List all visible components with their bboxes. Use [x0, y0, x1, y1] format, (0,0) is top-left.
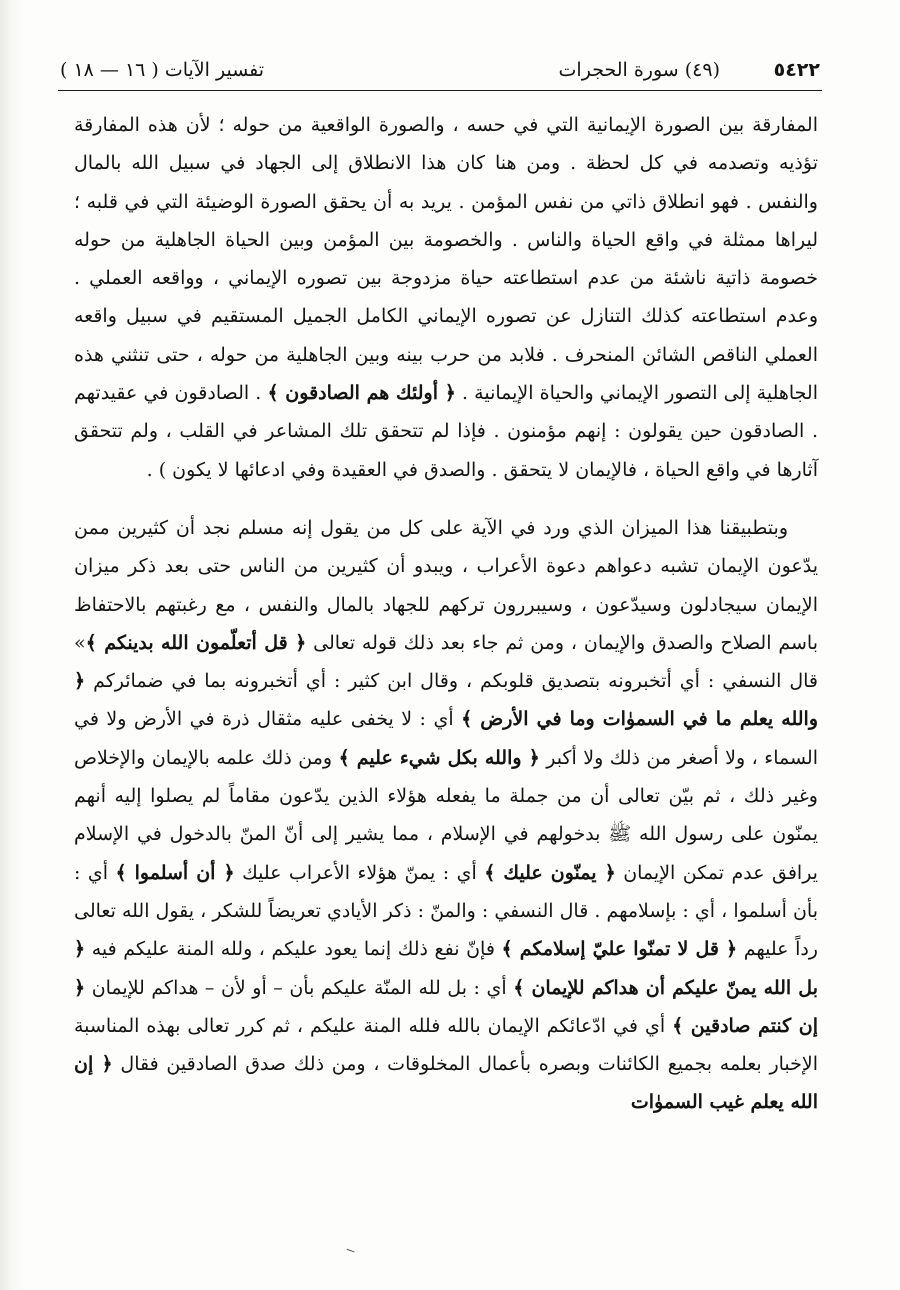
text-run: المفارقة بين الصورة الإيمانية التي في حسه ، والصورة الواقعية من حوله ؛ لأن هذه المفارقة تؤذيه وتصدمه في كل لحظة . ومن هنا كان هذا الانطلاق إلى الجهاد في سبيل الله بالمال والنفس . فهو انطلاق ذاتي من نفس المؤمن . يريد به أن يحقق الصورة الوضيئة التي في قلبه ؛ ليراها ممثلة في واقع الحياة والناس . والخصومة بين المؤمن وبين الحياة الجاهلية من حوله خصومة ذاتية ناشئة من عدم استطاعته حياة مزدوجة بين تصوره الإيماني ، وواقعه العملي . وعدم استطاعته كذلك التنازل عن تصوره الإيماني الكامل الجميل المستقيم في سبيل واقعه العملي الناقص الشائن المنحرف . فلابد من حرب بينه وبين الجاهلية من حوله ، حتى تنثني هذه الجاهلية إلى التصور الإيماني والحياة الإيمانية .: [74, 114, 818, 405]
print-mark: [346, 1249, 355, 1255]
quran-quote: ﴿ يمنّون عليك ﴾: [484, 861, 616, 884]
text-run: أي : لا يخفى عليه مثقال ذرة في الأرض ولا في السماء ، ولا أصغر من ذلك ولا أكبر: [74, 708, 818, 769]
text-run: وبتطبيقنا هذا الميزان الذي ورد في الآية على كل من يقول إنه مسلم نجد أن كثيرين ممن يدّعون الإيمان تشبه دعواهم دعوة الأعراب ، ويبدو أن كثيرين من الناس حتى بعد ذكر ميزان الإيمان سيجادلون وسيدّعون ، وسيبررون تركهم للجهاد بالمال والنفس ، مع رغبتهم بالاحتفاظ باسم الصلاح والصدق والإيمان ، ومن ثم جاء بعد ذلك قوله تعالى: [74, 516, 818, 654]
scan-edge-shadow: [0, 0, 26, 1290]
quran-quote: ﴿ قل لا تمنّوا عليّ إسلامكم ﴾: [501, 938, 738, 961]
quran-quote: ﴿ بل الله يمنّ عليكم أن هداكم للإيمان ﴾: [74, 938, 818, 999]
running-header: [60, 56, 820, 88]
quran-quote: ﴿ إن كنتم صادقين ﴾: [74, 976, 819, 1037]
quran-quote: ﴿ أن أسلموا ﴾: [115, 861, 235, 884]
paragraph-1: [74, 106, 818, 489]
text-run: فإنّ نفع ذلك إنما يعود عليكم ، ولله المنة عليكم فيه: [85, 938, 502, 961]
quran-quote: ﴿ إن الله يعلم غيب السموٰات: [74, 1053, 818, 1114]
text-run: أي : بأن أسلموا ، أي : بإسلامهم . قال النسفي : والمنّ : ذكر الأيادي تعريضاً للشكر ، يقول الله تعالى رداً عليهم: [74, 861, 818, 961]
header-divider: [58, 90, 822, 91]
text-run: . الصادقون في عقيدتهم . الصادقون حين يقولون : إنهم مؤمنون . فإذا لم تتحقق تلك المشاعر في القلب ، ولم تتحقق آثارها في واقع الحياة ، فالإيمان لا يتحقق . والصدق في العقيدة وفي ادعائها لا يكون ) .: [74, 382, 818, 481]
page-number: ٥٤٢٢: [773, 59, 820, 81]
text-run: أي في ادّعائكم الإيمان بالله فلله المنة عليكم ، ثم كرر تعالى بهذه المناسبة الإخبار بعلمه بجميع الكائنات وبصره بأعمال المخلوقات ، ومن ذلك صدق الصادقين فقال: [74, 1014, 818, 1076]
surah-title: (٤٩) سورة الحجرات: [558, 59, 720, 81]
quran-quote: ﴿ قل أتعلّمون الله بدينكم ﴾: [85, 631, 307, 654]
page-body: [74, 106, 818, 1122]
section-title: تفسير الآيات ( ١٦ — ١٨ ): [60, 59, 265, 81]
text-run: ومن ذلك علمه بالإيمان والإخلاص وغير ذلك ، ثم بيّن تعالى أن من جملة ما يفعله هؤلاء الذين يدّعون مقاماً لم يصلوا إليه أنهم يمنّون على رسول الله ﷺ بدخولهم في الإسلام ، مما يشير إلى أنّ المنّ بالدخول في الإسلام يرافق عدم تمكن الإيمان: [74, 746, 818, 884]
quran-quote: ﴿ والله بكل شيء عليم ﴾: [338, 746, 540, 769]
text-run: أي : يمنّ هؤلاء الأعراب عليك: [234, 861, 485, 884]
text-run: أي : بل لله المنّة عليكم بأن – أو لأن – هداكم للإيمان: [85, 976, 514, 999]
text-run: » قال النسفي : أي أتخبرونه بتصديق قلوبكم ، وقال ابن كثير : أي أتخبرونه بما في ضمائركم: [74, 631, 818, 693]
quran-quote: ﴿ أولئك هم الصادقون ﴾: [267, 382, 456, 405]
paragraph-2: [74, 509, 818, 1122]
quran-quote: ﴿ والله يعلم ما في السموٰات وما في الأرض ﴾: [74, 670, 819, 731]
